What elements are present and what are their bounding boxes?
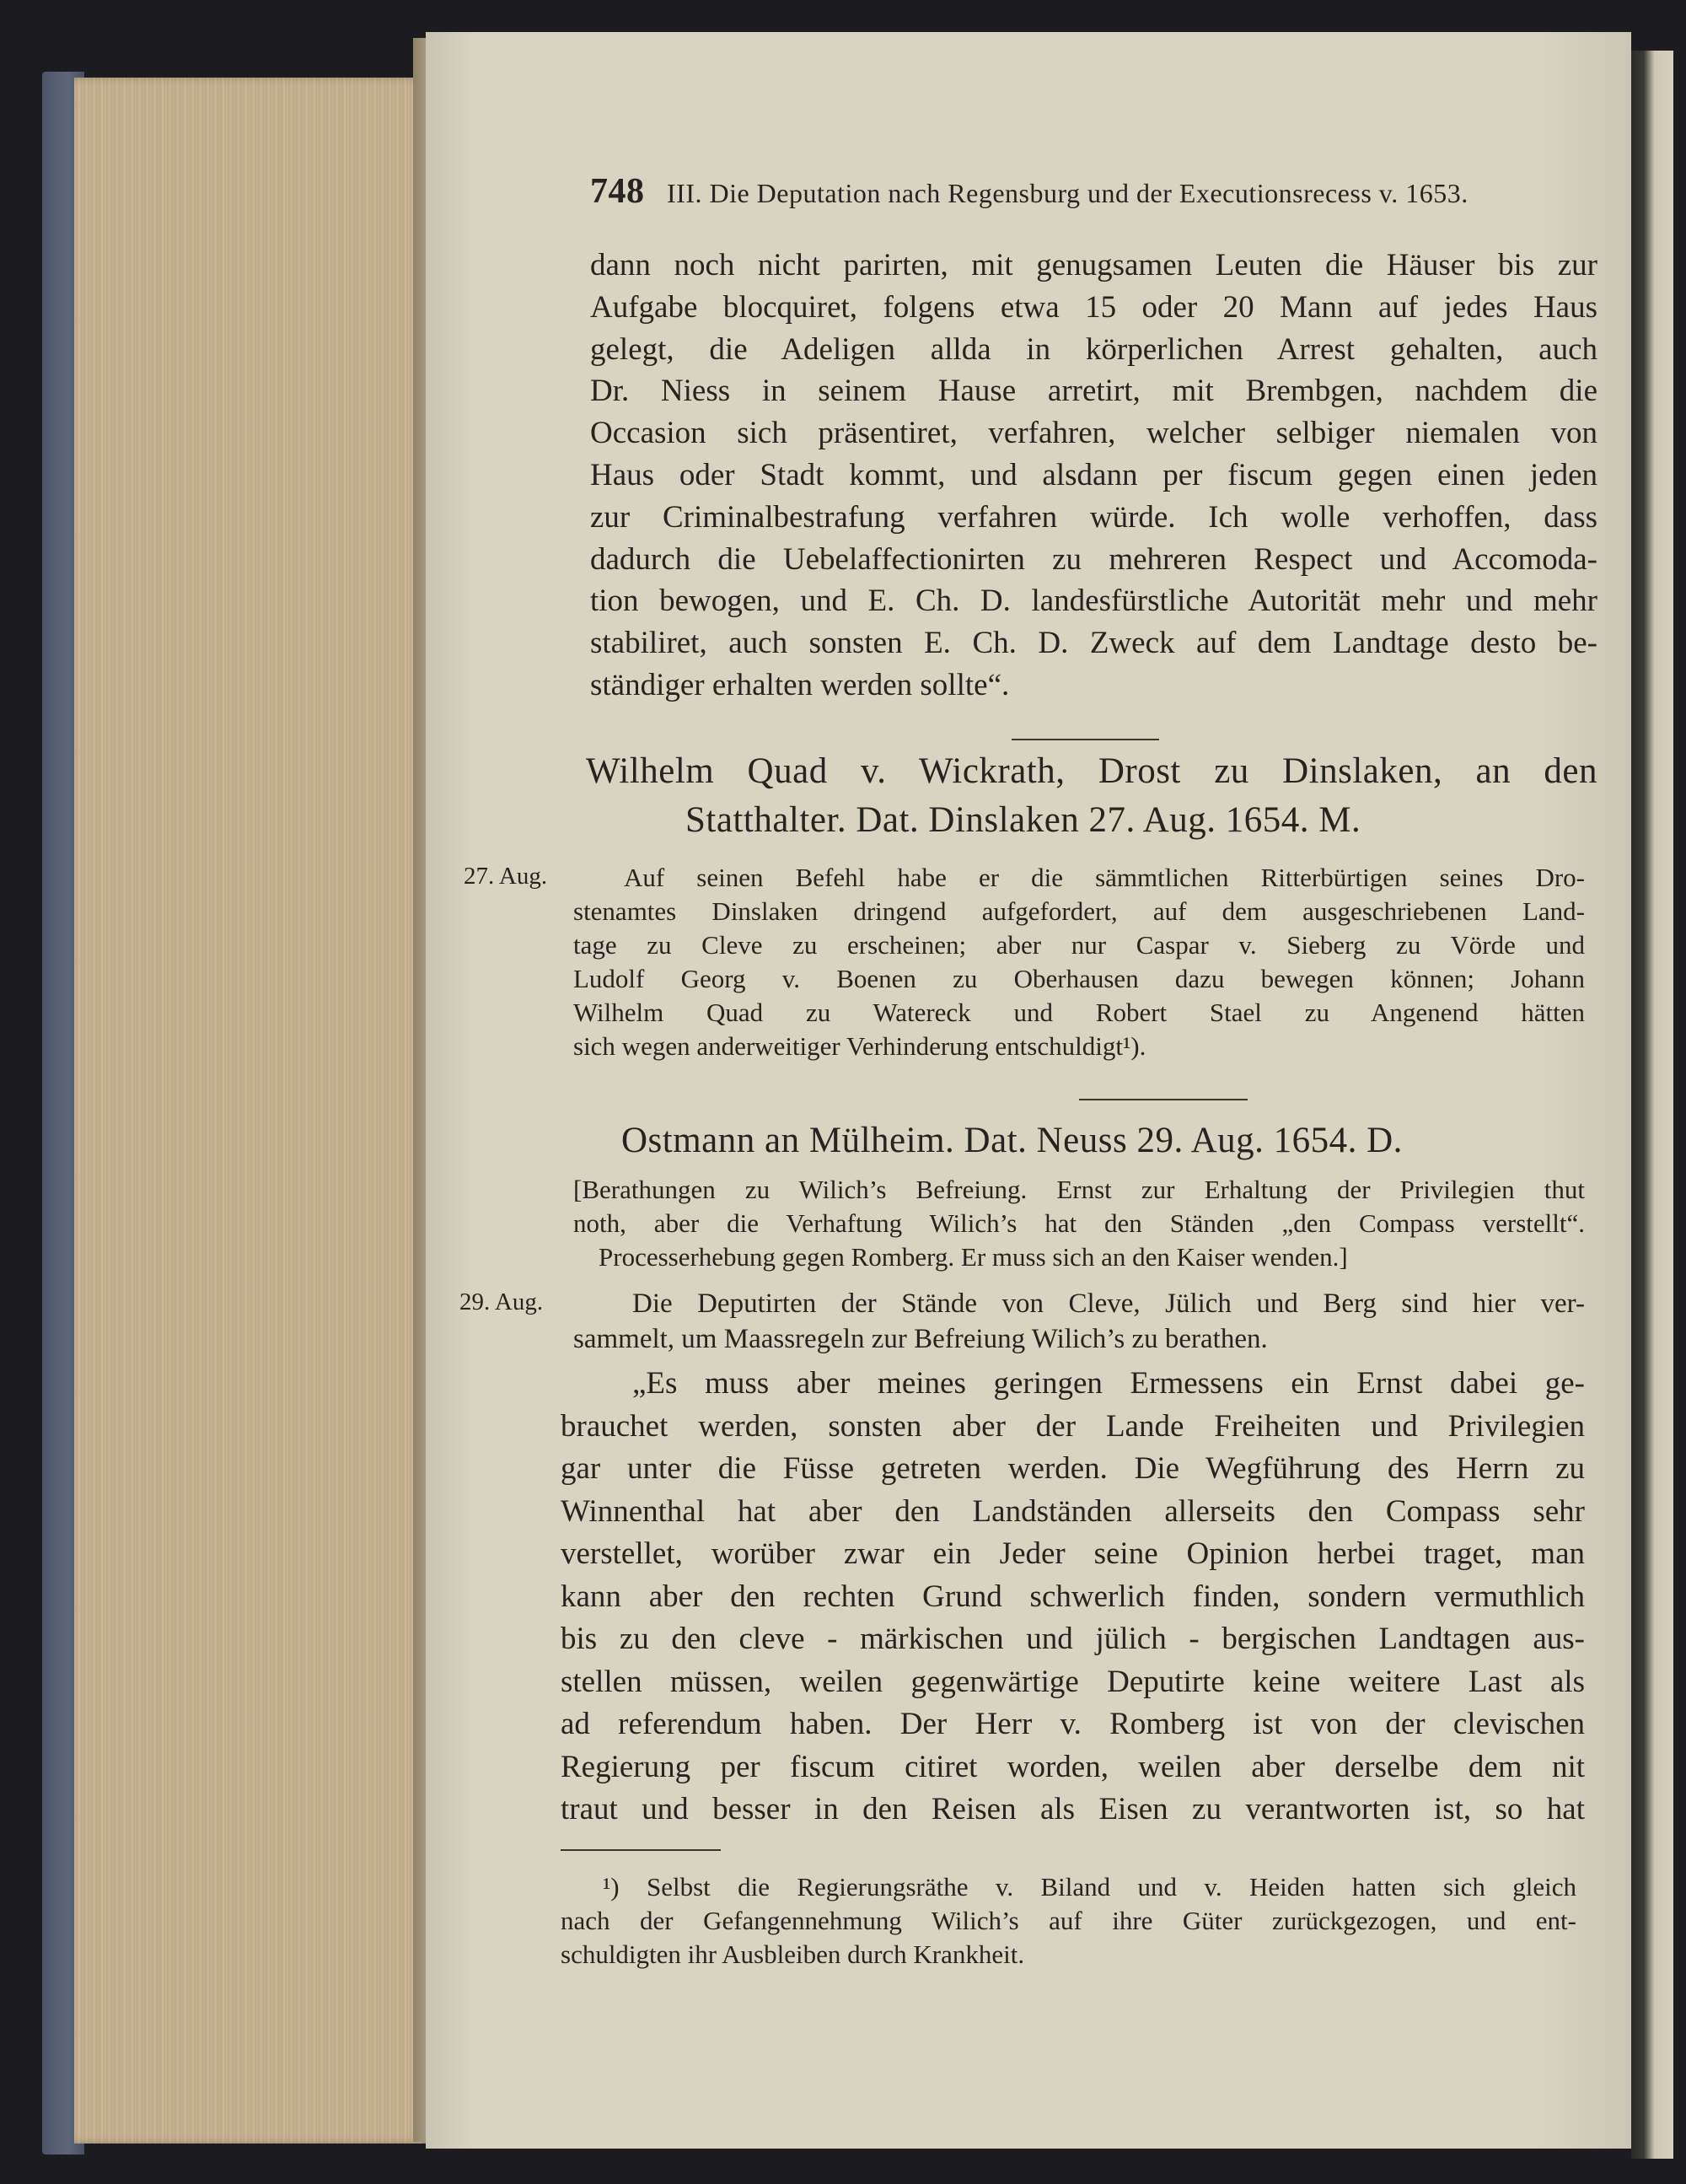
book-page-edges bbox=[74, 78, 428, 2144]
text-line: ständiger erhalten werden sollte“. bbox=[590, 667, 1010, 702]
text-line: gelegt, die Adeligen allda in körperlichen Arrest gehalten, auch bbox=[590, 331, 1597, 367]
text-line: verstellet, worüber zwar ein Jeder seine Opinion herbei traget, man bbox=[561, 1536, 1585, 1571]
text-line: bis zu den cleve - märkischen und jülich - bergischen Landtagen aus- bbox=[561, 1622, 1585, 1656]
text-line: schuldigten ihr Ausbleiben durch Krankheit. bbox=[561, 1939, 1025, 1969]
section-heading: Wilhelm Quad v. Wickrath, Drost zu Dinslaken, an den bbox=[586, 751, 1597, 791]
footnote-rule bbox=[561, 1849, 721, 1851]
text-line: sammelt, um Maassregeln zur Befreiung Wilich’s zu berathen. bbox=[573, 1324, 1268, 1354]
text-line: tage zu Cleve zu erscheinen; aber nur Caspar v. Sieberg zu Vörde und bbox=[573, 930, 1585, 960]
text-line: Occasion sich präsentiret, verfahren, welcher selbiger niemalen von bbox=[590, 416, 1597, 451]
section-heading-line2: Statthalter. Dat. Dinslaken 27. Aug. 1654. M. bbox=[685, 800, 1361, 840]
text-line: Wilhelm Quad zu Watereck und Robert Stael zu Angenend hätten bbox=[573, 998, 1585, 1027]
footnote bbox=[561, 1870, 1576, 1972]
book-page bbox=[426, 32, 1631, 2149]
text-line: Haus oder Stadt kommt, und alsdann per fiscum gegen einen jeden bbox=[590, 457, 1597, 492]
text-line: traut und besser in den Reisen als Eisen zu verantworten ist, so hat bbox=[561, 1792, 1585, 1826]
text-line: dadurch die Uebelaffectionirten zu mehreren Respect und Accomoda- bbox=[590, 541, 1597, 577]
abstract-text bbox=[573, 1173, 1585, 1274]
quoted-letter bbox=[561, 1363, 1585, 1832]
text-line: stabiliret, auch sonsten E. Ch. D. Zweck auf dem Landtage desto be- bbox=[590, 626, 1597, 661]
section-heading: Ostmann an Mülheim. Dat. Neuss 29. Aug. 1654. D. bbox=[621, 1121, 1403, 1160]
text-line: Regierung per fiscum citiret worden, weilen aber derselbe dem nit bbox=[561, 1749, 1585, 1784]
text-line: Ludolf Georg v. Boenen zu Oberhausen dazu bewegen können; Johann bbox=[573, 964, 1585, 993]
text-line: Dr. Niess in seinem Hause arretirt, mit Brembgen, nachdem die bbox=[590, 374, 1597, 409]
text-line: Winnenthal hat aber den Landständen allerseits den Compass sehr bbox=[561, 1493, 1585, 1529]
text-line: Auf seinen Befehl habe er die sämmtlichen Ritterbürtigen seines Dro- bbox=[624, 863, 1585, 892]
next-page-edge bbox=[1631, 51, 1673, 2159]
running-title: III. Die Deputation nach Regensburg und der Executionsrecess v. 1653. bbox=[667, 178, 1469, 208]
text-line: zur Criminalbestrafung verfahren würde. Ich wolle verhoffen, dass bbox=[590, 499, 1597, 535]
text-line: kann aber den rechten Grund schwerlich finden, sondern vermuthlich bbox=[561, 1579, 1585, 1614]
text-line: stenamtes Dinslaken dringend aufgefordert, auf dem ausgeschriebenen Land- bbox=[573, 896, 1585, 926]
text-line: tion bewogen, und E. Ch. D. landesfürstliche Autorität mehr und mehr bbox=[590, 584, 1597, 619]
margin-date: 29. Aug. bbox=[459, 1288, 544, 1315]
text-line: ad referendum haben. Der Herr v. Romberg ist von der clevischen bbox=[561, 1707, 1585, 1741]
intro-text bbox=[573, 1286, 1585, 1357]
text-line: ¹) Selbst die Regierungsräthe v. Biland und v. Heiden hatten sich gleich bbox=[603, 1872, 1576, 1902]
text-line: „Es muss aber meines geringen Ermessens ein Ernst dabei ge- bbox=[632, 1366, 1585, 1401]
text-line: Processerhebung gegen Romberg. Er muss sich an den Kaiser wenden.] bbox=[599, 1242, 1348, 1272]
margin-date: 27. Aug. bbox=[464, 863, 548, 890]
text-line: dann noch nicht parirten, mit genugsamen Leuten die Häuser bis zur bbox=[590, 248, 1597, 282]
text-line: sich wegen anderweitiger Verhinderung entschuldigt¹). bbox=[573, 1031, 1146, 1061]
page-number: 748 bbox=[590, 172, 645, 211]
text-line: stellen müssen, weilen gegenwärtige Deputirte keine weitere Last als bbox=[561, 1664, 1585, 1699]
running-header bbox=[590, 171, 1593, 212]
text-line: [Berathungen zu Wilich’s Befreiung. Ernst zur Erhaltung der Privilegien thut bbox=[573, 1175, 1585, 1204]
text-line: Aufgabe blocquiret, folgens etwa 15 oder 20 Mann auf jedes Haus bbox=[590, 289, 1597, 325]
summary-text bbox=[573, 861, 1585, 1063]
section-divider bbox=[1079, 1099, 1248, 1100]
text-line: nach der Gefangennehmung Wilich’s auf ihre Güter zurückgezogen, und ent- bbox=[561, 1906, 1576, 1935]
paragraph-continuation bbox=[590, 245, 1597, 707]
text-line: brauchet werden, sonsten aber der Lande Freiheiten und Privilegien bbox=[561, 1408, 1585, 1444]
section-divider bbox=[1012, 739, 1159, 740]
text-line: Die Deputirten der Stände von Cleve, Jülich und Berg sind hier ver- bbox=[632, 1288, 1585, 1319]
text-line: gar unter die Füsse getreten werden. Die Wegführung des Herrn zu bbox=[561, 1451, 1585, 1486]
text-line: noth, aber die Verhaftung Wilich’s hat den Ständen „den Compass verstellt“. bbox=[573, 1208, 1585, 1238]
